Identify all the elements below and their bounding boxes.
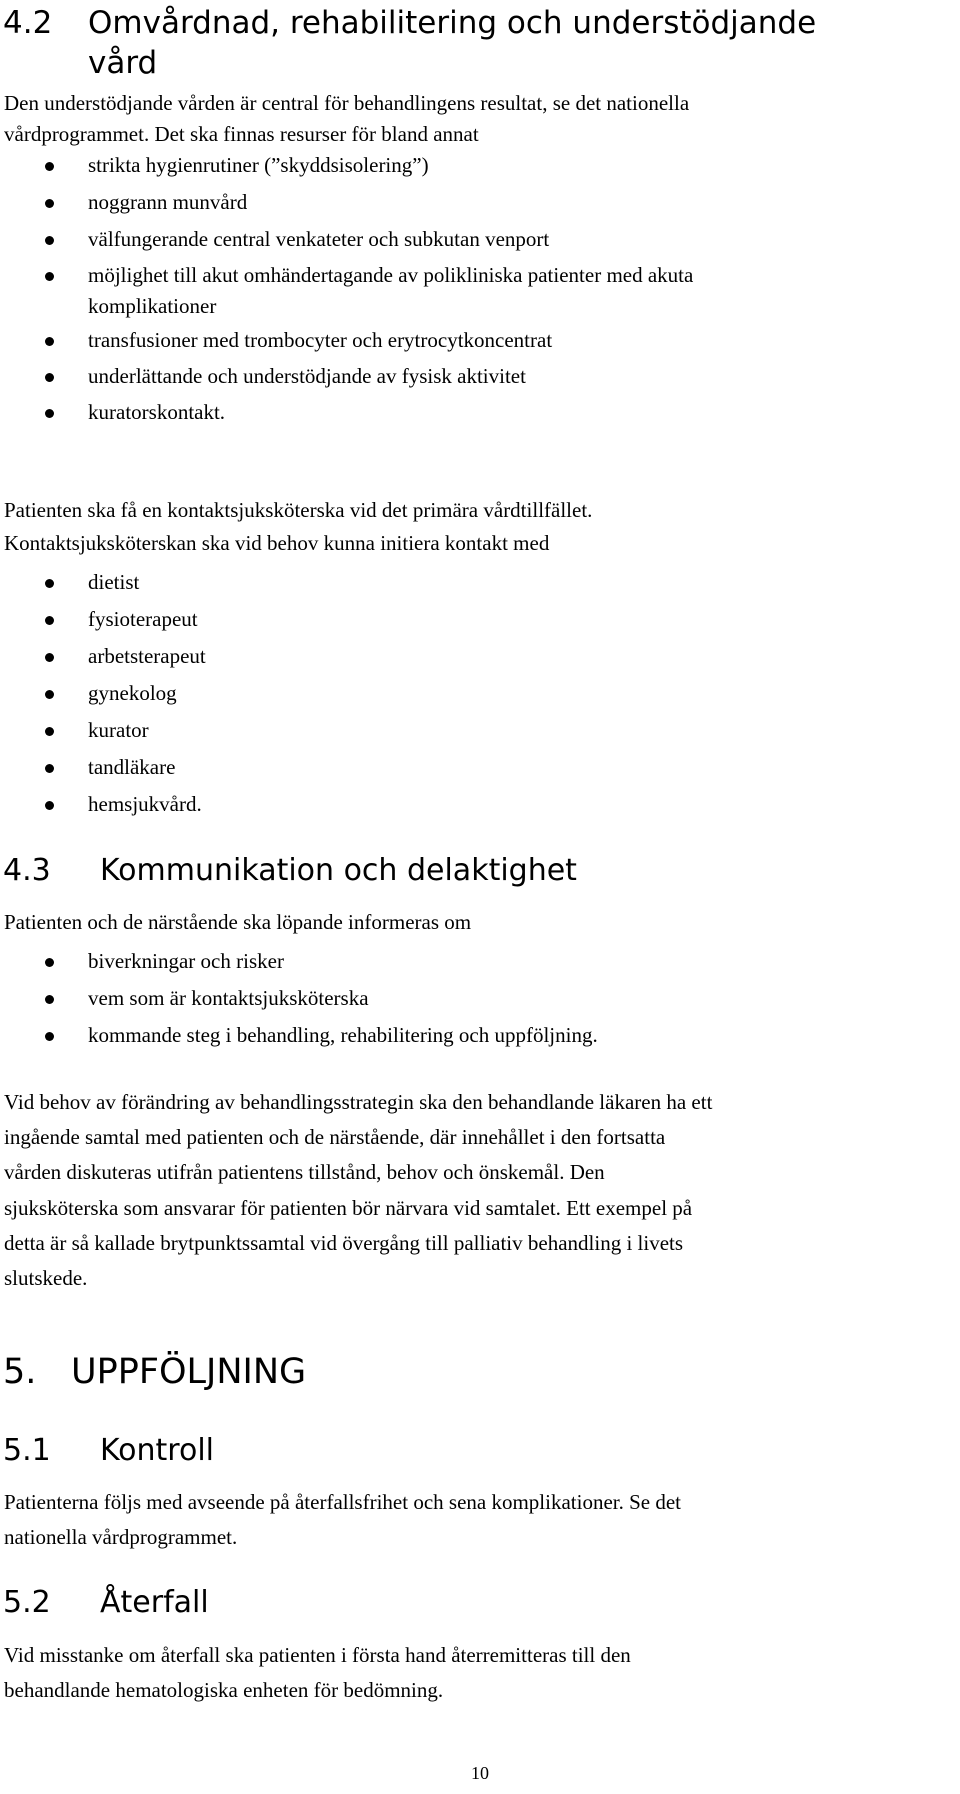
paragraph-line: sjuksköterska som ansvarar för patienten bör närvara vid samtalet. Ett exempel på xyxy=(4,1196,693,1220)
section-number: 4.3 xyxy=(3,853,51,888)
section-title: Kommunikation och delaktighet xyxy=(100,853,577,888)
paragraph-line: ingående samtal med patienten och de närstående, där innehållet i den fortsatta xyxy=(4,1125,666,1149)
section-number: 5. xyxy=(3,1352,37,1392)
bullet-icon xyxy=(45,579,54,588)
list-item: noggrann munvård xyxy=(88,190,248,214)
bullet-icon xyxy=(45,995,54,1004)
list-item: kommande steg i behandling, rehabilitering och uppföljning. xyxy=(88,1023,598,1047)
bullet-icon xyxy=(45,727,54,736)
paragraph-line: Patienterna följs med avseende på återfallsfrihet och sena komplikationer. Se det xyxy=(4,1490,682,1514)
paragraph-line: Patienten ska få en kontaktsjuksköterska vid det primära vårdtillfället. xyxy=(4,498,593,522)
section-5-1-heading xyxy=(3,1430,214,1472)
section-number: 4.2 xyxy=(3,5,53,41)
bullet-icon xyxy=(45,409,54,418)
paragraph-line: slutskede. xyxy=(4,1266,88,1290)
bullet-icon xyxy=(45,690,54,699)
list-item: tandläkare xyxy=(88,755,176,779)
paragraph-line: Vid behov av förändring av behandlingsstrategin ska den behandlande läkaren ha ett xyxy=(4,1090,713,1114)
paragraph-line: Den understödjande vården är central för behandlingens resultat, se det nationella xyxy=(4,91,690,115)
bullet-icon xyxy=(45,162,54,171)
section-number: 5.2 xyxy=(3,1585,51,1620)
section-title: UPPFÖLJNING xyxy=(71,1352,307,1392)
paragraph-line: detta är så kallade brytpunktssamtal vid övergång till palliativ behandling i livets xyxy=(4,1231,684,1255)
bullet-icon xyxy=(45,801,54,810)
paragraph-line: Patienten och de närstående ska löpande informeras om xyxy=(4,910,472,934)
bullet-icon xyxy=(45,1032,54,1041)
paragraph-line: Vid misstanke om återfall ska patienten i första hand återremitteras till den xyxy=(4,1643,631,1667)
list-item: biverkningar och risker xyxy=(88,949,284,973)
page-number: 10 xyxy=(471,1763,489,1783)
list-item: hemsjukvård. xyxy=(88,792,202,816)
list-item: möjlighet till akut omhändertagande av polikliniska patienter med akuta xyxy=(88,263,694,287)
paragraph-line: vårdprogrammet. Det ska finnas resurser för bland annat xyxy=(4,122,479,146)
list-item: strikta hygienrutiner (”skyddsisolering”) xyxy=(88,153,429,177)
section-title: Omvårdnad, rehabilitering och understödjande xyxy=(88,5,817,41)
list-item: transfusioner med trombocyter och erytrocytkoncentrat xyxy=(88,328,553,352)
bullet-icon xyxy=(45,958,54,967)
list-item: välfungerande central venkateter och subkutan venport xyxy=(88,227,550,251)
section-5-2-heading xyxy=(3,1582,209,1624)
list-item: underlättande och understödjande av fysisk aktivitet xyxy=(88,364,526,388)
bullet-icon xyxy=(45,337,54,346)
paragraph-line: vården diskuteras utifrån patientens tillstånd, behov och önskemål. Den xyxy=(4,1160,605,1184)
list-item-continuation: komplikationer xyxy=(88,294,217,318)
section-title: Kontroll xyxy=(100,1433,215,1468)
bullet-icon xyxy=(45,764,54,773)
bullet-icon xyxy=(45,653,54,662)
bullet-icon xyxy=(45,373,54,382)
section-4-3-heading xyxy=(3,850,577,892)
bullet-icon xyxy=(45,236,54,245)
list-item: dietist xyxy=(88,570,140,594)
bullet-icon xyxy=(45,616,54,625)
paragraph-line: Kontaktsjuksköterskan ska vid behov kunna initiera kontakt med xyxy=(4,531,550,555)
bullet-icon xyxy=(45,199,54,208)
list-item: kuratorskontakt. xyxy=(88,400,226,424)
section-4-2-heading-cont: vård xyxy=(88,45,158,81)
paragraph-line: behandlande hematologiska enheten för bedömning. xyxy=(4,1678,444,1702)
list-item: fysioterapeut xyxy=(88,607,198,631)
list-item: kurator xyxy=(88,718,149,742)
section-5-heading xyxy=(3,1348,306,1396)
section-4-2-heading xyxy=(3,2,816,44)
list-item: vem som är kontaktsjuksköterska xyxy=(88,986,369,1010)
list-item: gynekolog xyxy=(88,681,177,705)
section-title: Återfall xyxy=(100,1585,209,1620)
section-number: 5.1 xyxy=(3,1433,51,1468)
bullet-icon xyxy=(45,272,54,281)
paragraph-line: nationella vårdprogrammet. xyxy=(4,1525,238,1549)
list-item: arbetsterapeut xyxy=(88,644,206,668)
